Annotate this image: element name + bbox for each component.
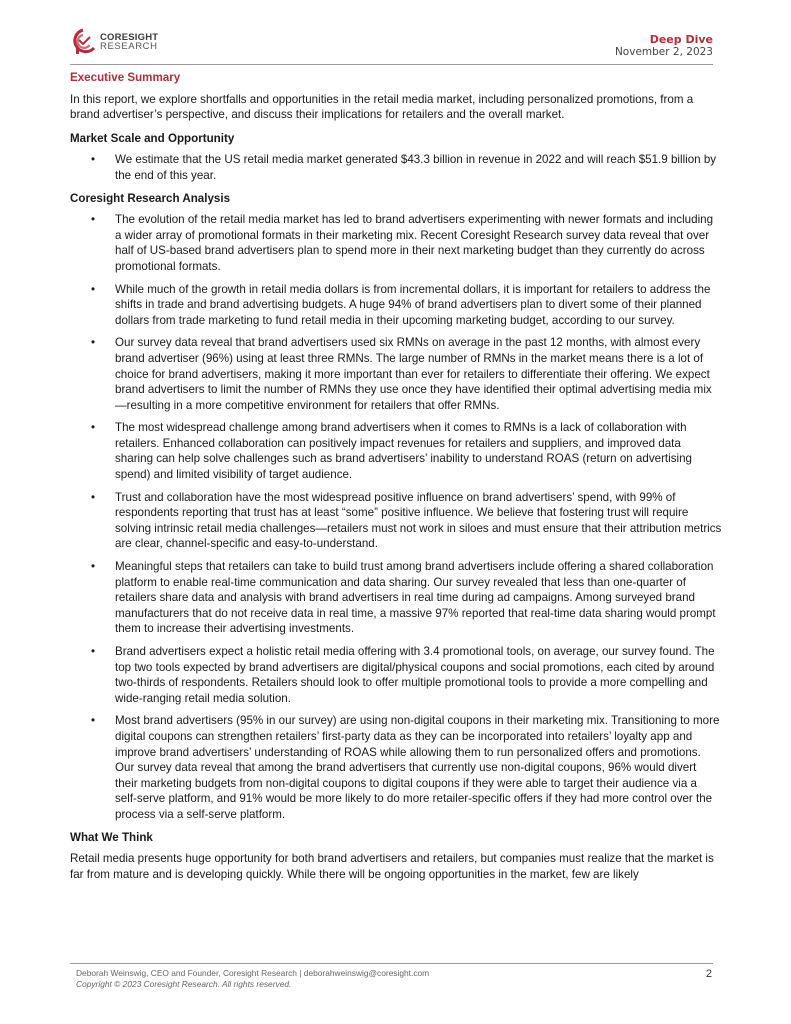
list-item: [70, 282, 722, 329]
bullet-text: While much of the growth in retail media dollars is from incremental dollars, it is important for retailers to address the shifts in trade and brand advertising budgets. A huge 94% of brand advertisers plan to divert some of their planned dollars from trade marketing to fund retail media in their upcoming marketing budget, according to our survey.: [115, 282, 711, 327]
logo-wordmark: [100, 33, 158, 51]
footer-copyright: Copyright © 2023 Coresight Research. All rights reserved.: [76, 979, 292, 989]
logo-line-1: CORESIGHT: [100, 32, 159, 43]
analysis-heading: Coresight Research Analysis: [70, 191, 231, 205]
bullet-icon: •: [91, 336, 96, 350]
bullet-icon: •: [91, 282, 96, 296]
document-date: November 2, 2023: [614, 46, 713, 58]
list-item: [70, 152, 722, 183]
list-item: [70, 713, 722, 822]
list-item: [70, 420, 722, 482]
bullet-text: Most brand advertisers (95% in our survey) are using non-digital coupons in their marketing mix. Transitioning to more digital coupons can strengthen retailers’ first-party data as they can be incorporated into retailers’ loyalty app and improve brand advertisers’ understanding of ROAS while allowing them to run personalized offers and promotions. Our survey data reveal that among the brand advertisers that currently use non-digital coupons, 96% would divert their marketing budgets from non-digital coupons to digital coupons if they were able to target their audience via a self-serve platform, and 91% would be more likely to do more retailer-specific offers if they had more control over the process via a self-serve platform.: [115, 714, 720, 821]
bullet-icon: •: [91, 213, 96, 227]
what-we-think-body: Retail media presents huge opportunity for both brand advertisers and retailers, but companies must realize that the market is far from mature and is developing quickly. While there will be ongoing opportunities in the market, few are likely: [70, 852, 714, 881]
coresight-logo: [70, 28, 158, 56]
report-content: [70, 70, 722, 890]
bullet-text: We estimate that the US retail media market generated $43.3 billion in revenue in 2022 and will reach $51.9 billion by the end of this year.: [115, 153, 717, 182]
analysis-list: [70, 212, 722, 822]
bullet-icon: •: [91, 490, 96, 504]
footer-author: Deborah Weinswig, CEO and Founder, Coresight Research | deborahweinswig@coresight.com: [76, 968, 430, 978]
list-item: [70, 559, 722, 637]
bullet-text: Brand advertisers expect a holistic retail media offering with 3.4 promotional tools, on average, our survey found. The top two tools expected by brand advertisers are digital/physical coupons and social promotions, each cited by around two-thirds of respondents. Retailers should look to offer multiple promotional tools to provide a more compelling and wide-ranging retail media solution.: [115, 645, 715, 705]
bullet-text: The most widespread challenge among brand advertisers when it comes to RMNs is a lack of collaboration with retailers. Enhanced collaboration can positively impact revenues for retailers and suppliers, and improved data sharing can help solve challenges such as brand advertisers’ inability to understand ROAS (return on advertising spend) and limited visibility of target audience.: [115, 421, 692, 482]
page-number: 2: [705, 968, 712, 980]
bullet-icon: •: [91, 421, 96, 435]
logo-line-2: RESEARCH: [100, 41, 158, 52]
bullet-icon: •: [91, 560, 96, 574]
executive-summary-intro: In this report, we explore shortfalls and opportunities in the retail media market, including personalized promotions, from a brand advertiser’s perspective, and discuss their implications for retailers and the overall market.: [70, 92, 694, 122]
bullet-icon: •: [91, 645, 96, 658]
bullet-text: Trust and collaboration have the most widespread positive influence on brand advertisers’ spend, with 99% of respondents reporting that trust has at least “some” positive influence. We believe that fostering trust will require solving intrinsic retail media challenges—retailers must not work in siloes and must ensure that their attribution metrics are clear, channel-specific and easy-to-understand.: [115, 490, 722, 551]
executive-summary-heading: Executive Summary: [70, 71, 181, 84]
market-scale-heading: Market Scale and Opportunity: [70, 131, 235, 145]
bullet-text: The evolution of the retail media market has led to brand advertisers experimenting with newer formats and including a wider array of promotional formats in their marketing mix. Recent Coresight Research survey data reveal that over half of US-based brand advertisers plan to spend more in their next marketing budget than they currently do across promotional formats.: [115, 213, 714, 273]
document-type: Deep Dive: [649, 33, 713, 46]
list-item: [70, 212, 722, 274]
coresight-logo-icon: [70, 28, 96, 56]
footer-divider: [70, 963, 713, 964]
bullet-text: Meaningful steps that retailers can take to build trust among brand advertisers include offering a shared collaboration platform to enable real-time communication and data sharing. Our survey revealed that less than one-quarter of retailers share data and analysis with brand advertisers in real time during ad campaigns. Among surveyed brand manufacturers that do not receive data in real time, a massive 97% reported that real-time data sharing would prompt them to increase their advertising investments.: [115, 560, 716, 636]
what-we-think-heading: What We Think: [70, 830, 153, 844]
list-item: [70, 335, 722, 413]
list-item: [70, 644, 722, 706]
bullet-icon: •: [91, 714, 96, 728]
header-meta: [615, 33, 713, 59]
header-divider: [70, 64, 713, 65]
market-scale-list: [70, 152, 722, 183]
footer: [76, 968, 429, 990]
list-item: [70, 490, 722, 552]
bullet-text: Our survey data reveal that brand advertisers used six RMNs on average in the past 12 months, with almost every brand advertiser (96%) using at least three RMNs. The large number of RMNs in the market means there is a lot of choice for brand advertisers, making it more important than ever for retailers to differentiate their offering. We expect brand advertisers to limit the number of RMNs they use once they have identified their optimal advertising media mix—resulting in a more competitive environment for retailers that offer RMNs.: [115, 336, 712, 412]
bullet-icon: •: [91, 153, 96, 167]
